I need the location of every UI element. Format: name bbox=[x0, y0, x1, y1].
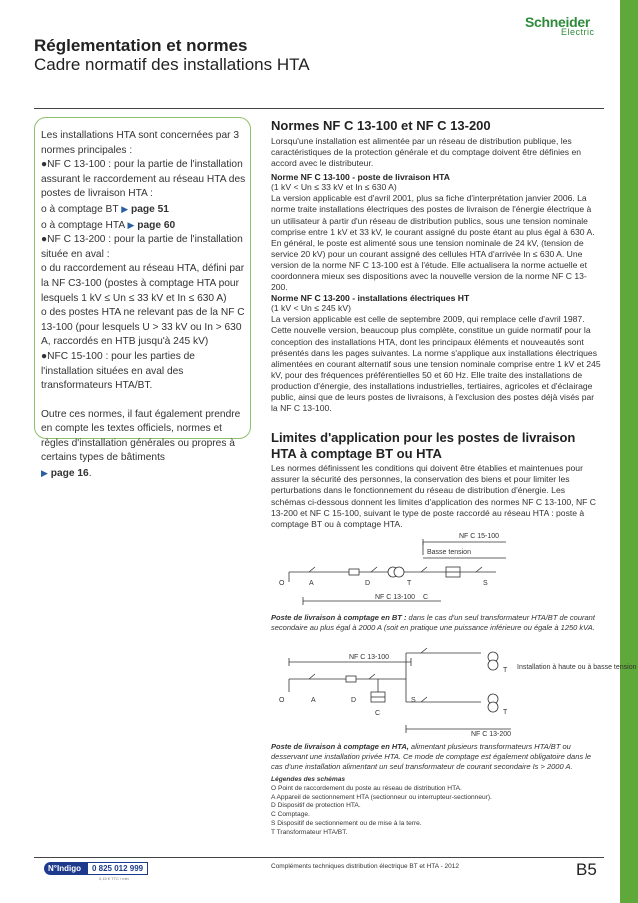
sidebar-bullet-1: ●NF C 13-100 : pour la partie de l'installation assurant le raccordement au réseau HTA des postes de livraison HTA : bbox=[41, 159, 246, 200]
arrow-icon: ▶ bbox=[127, 219, 135, 230]
brand-name: Schneider bbox=[525, 14, 590, 30]
bottom-divider bbox=[34, 857, 604, 858]
legend-title: Légendes des schémas bbox=[271, 776, 346, 783]
label-c: C bbox=[423, 594, 429, 601]
label-a: A bbox=[309, 580, 314, 587]
label-o: O bbox=[279, 697, 285, 704]
range-13200: (1 kV < Un ≤ 245 kV) bbox=[271, 303, 351, 314]
legend-item: T Transformateur HTA/BT. bbox=[271, 828, 348, 836]
subheading-13100: Norme NF C 13-100 - poste de livraison HTA bbox=[271, 172, 450, 183]
side-color-bar bbox=[620, 0, 638, 903]
phone-number[interactable]: 0 825 012 999 bbox=[87, 862, 148, 875]
label-d: D bbox=[365, 580, 371, 587]
label-a: A bbox=[311, 697, 316, 704]
page-link[interactable]: page 51 bbox=[131, 203, 169, 215]
section-heading: Normes NF C 13-100 et NF C 13-200 bbox=[271, 118, 491, 133]
page-title: Réglementation et normes bbox=[34, 36, 248, 55]
page-link[interactable]: page 16 bbox=[50, 468, 89, 480]
label-nfc15100: NF C 15-100 bbox=[459, 533, 500, 540]
sidebar-outro: Outre ces normes, il faut également prendre en compte les textes officiels, normes et règles d'installation générales ou propres à certains types de bâtiments ▶ page 16. bbox=[41, 408, 241, 480]
sidebar-bullet-2: ●NF C 13-200 : pour la partie de l'installation située en aval : bbox=[41, 234, 243, 260]
label-s: S bbox=[411, 697, 416, 704]
phone-rate: 0,15 € TTC / min bbox=[99, 876, 129, 881]
sidebar-sub-4: o des postes HTA ne relevant pas de la NF C 13-100 (pour lesquels U > 33 kV ou In > 630 A, raccordés en HTB jusqu'à 245 kV) bbox=[41, 307, 245, 348]
caption-comptage-bt: Poste de livraison à comptage en BT : dans le cas d'un seul transformateur HTA/BT de courant secondaire au plus égal à 2000 A (soit en pratique une puissance inférieure ou égale à 1250 kVA. bbox=[271, 613, 595, 632]
sidebar-text bbox=[41, 129, 249, 482]
sidebar-intro: Les installations HTA sont concernées par 3 normes principales : bbox=[41, 130, 240, 156]
legend-item: O Point de raccordement du poste au réseau de distribution HTA. bbox=[271, 784, 462, 792]
label-o: O bbox=[279, 580, 285, 587]
top-divider bbox=[34, 108, 604, 109]
page-link[interactable]: page 60 bbox=[137, 219, 176, 231]
range-13100: (1 kV < Un ≤ 33 kV et In ≤ 630 A) bbox=[271, 182, 397, 193]
section-normes bbox=[271, 118, 601, 414]
label-c: C bbox=[375, 710, 381, 717]
section-text: Les normes définissent les conditions qui doivent être établies et maintenues pour assurer la sécurité des personnes, la conservation des biens et pour limiter les perturbations dans le fonctionnement du réseau de distribution d'énergie. Les schémas ci-dessous donnent les limites d'application des normes NF C 13-100, NF C 13-200 et NF C 15-100, suivant le type de poste raccordé au réseau HTA : poste à comptage BT ou à comptage HTA. bbox=[271, 463, 597, 530]
section-heading: Limites d'application pour les postes de livraison HTA à comptage BT ou HTA bbox=[271, 430, 576, 461]
subheading-13200: Norme NF C 13-200 - installations électriques HT bbox=[271, 293, 470, 304]
sidebar-bullet-3: ●NFC 15-100 : pour les parties de l'installation situées en aval des transformateurs HTA/BT. bbox=[41, 350, 195, 392]
section-limites bbox=[271, 430, 601, 530]
text-13200: La version applicable est celle de septembre 2009, qui remplace celle d'avril 1987. Cette nouvelle version, beaucoup plus complète, constitue un guide normatif pour la conception des installations HTA, dont les principaux éléments et nouveautés sont présentés dans les pages suivantes. La norme s'applique aux installations électriques alimentées en courant alternatif sous une tension nominale comprise entre 1 kV et 245 kV, pour des fréquences préférentielles 50 et 60 Hz. Elle traite des installations de production d'énergie, des installations industrielles, tertiaires, agricoles et d'éclairage public, ainsi que de leurs postes de livraisons, à l'exclusion des postes déjà visés par la NF C 13-100. bbox=[271, 314, 601, 414]
footer-note: Compléments techniques distribution électrique BT et HTA - 2012 bbox=[271, 863, 459, 870]
sidebar-sub-2: o à comptage HTA ▶ page 60 bbox=[41, 219, 176, 231]
diagram-comptage-hta bbox=[271, 647, 637, 738]
legend-item: C Comptage. bbox=[271, 811, 310, 819]
label-installation: Installation à haute ou à basse tension bbox=[517, 664, 637, 671]
label-t: T bbox=[407, 580, 412, 587]
indigo-label: N°Indigo bbox=[44, 862, 87, 875]
legend bbox=[271, 776, 601, 838]
label-nfc13200: NF C 13-200 bbox=[471, 731, 512, 738]
indigo-badge bbox=[44, 862, 148, 881]
page-number: B5 bbox=[576, 860, 597, 879]
legend-item: A Appareil de sectionnement HTA (sectionneur ou interrupteur-sectionneur). bbox=[271, 793, 492, 801]
text-13100: La version applicable est d'avril 2001, plus sa fiche d'interprétation janvier 2006. La norme traite installations électriques des postes de livraison de l'énergie électrique à un utilisateur à partir d'un réseau de distribution publics, sous une tension nominale comprise entre 1 kV et 33 kV, le courant assigné du poste étant au plus égal à 630 A. En général, le poste est alimenté sous une tension nominale de 24 kV, (tension de service 20 kV) pour un courant assigné des cellules HTA d'arrivée In ≤ 630 A. Une version de la norme NF C 13-100 est à l'étude. Elle actualisera la norme actuelle et coordonnera mieux ses dispositions avec la nouvelle version de la norme NF C 13-200. bbox=[271, 193, 595, 293]
label-s: S bbox=[483, 580, 488, 587]
sidebar-sub-3: o du raccordement au réseau HTA, défini par la NF C3-100 (postes à comptage HTA pour lesquels 1 kV ≤ Un ≤ 33 kV et In ≤ 630 A) bbox=[41, 263, 245, 304]
page-subtitle: Cadre normatif des installations HTA bbox=[34, 55, 310, 74]
schneider-logo bbox=[525, 14, 605, 37]
diagram-comptage-bt bbox=[271, 527, 601, 607]
arrow-icon: ▶ bbox=[41, 468, 48, 479]
label-nfc13100: NF C 13-100 bbox=[375, 594, 416, 601]
legend-item: D Dispositif de protection HTA. bbox=[271, 802, 361, 810]
label-t: T bbox=[503, 667, 508, 674]
label-d: D bbox=[351, 697, 357, 704]
arrow-icon: ▶ bbox=[121, 203, 129, 214]
sidebar-sub-1: o à comptage BT ▶ page 51 bbox=[41, 203, 169, 215]
caption-comptage-hta: Poste de livraison à comptage en HTA, alimentant plusieurs transformateurs HTA/BT ou desservant une installation privée HTA. Ce mode de comptage est également obligatoire dans le cas d'une installation alimentant un seul transformateur de courant secondaire Is > 2000 A. bbox=[271, 742, 592, 771]
label-nfc13100: NF C 13-100 bbox=[349, 654, 390, 661]
brand-sub: Electric bbox=[561, 27, 595, 37]
label-t: T bbox=[503, 709, 508, 716]
label-basse-tension: Basse tension bbox=[427, 549, 471, 556]
legend-item: S Dispositif de sectionnement ou de mise à la terre. bbox=[271, 819, 422, 827]
section-intro: Lorsqu'une installation est alimentée par un réseau de distribution publique, les caractéristiques de la protection générale et du comptage doivent être définies en accord avec le distributeur. bbox=[271, 136, 582, 169]
